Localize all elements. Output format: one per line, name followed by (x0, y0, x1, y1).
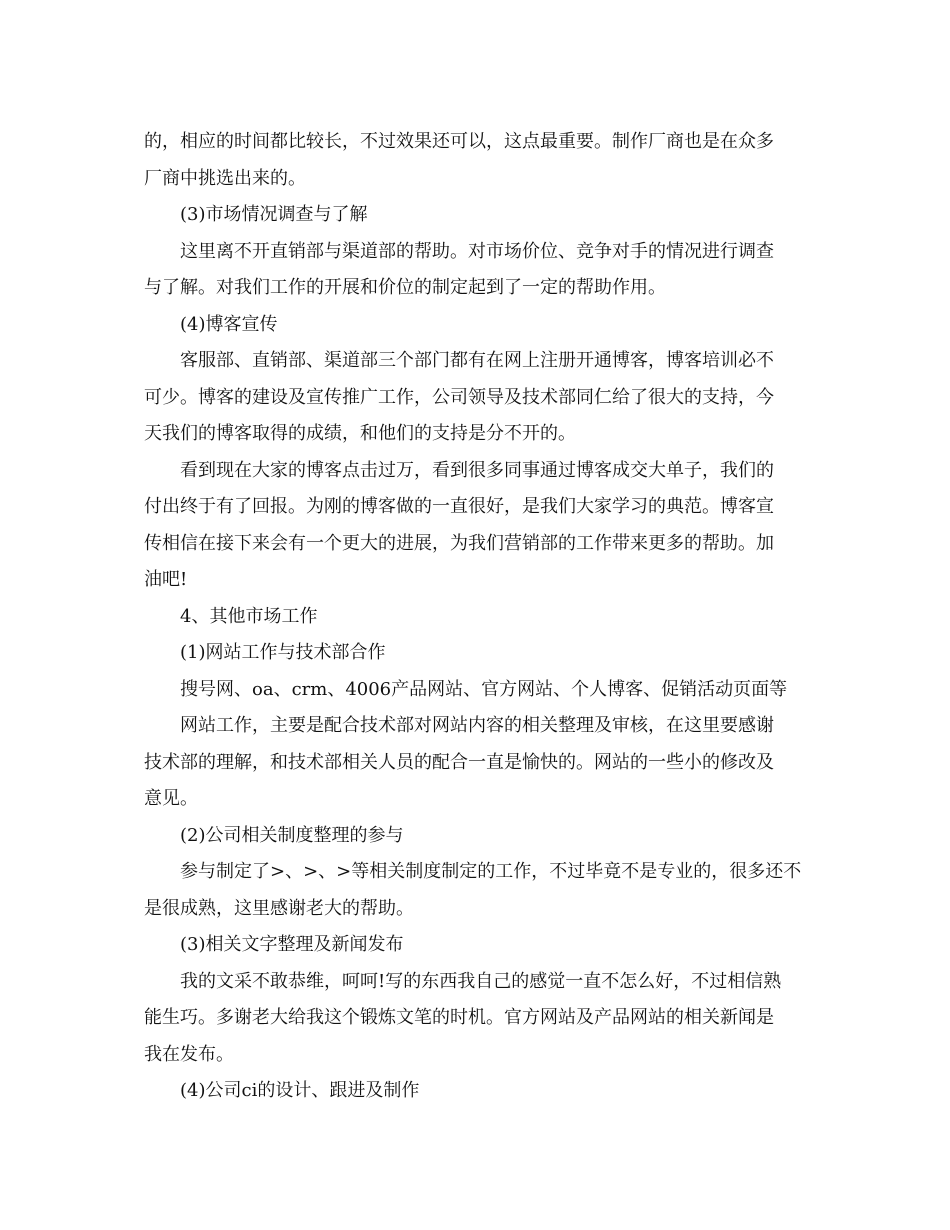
text-line: 与了解。对我们工作的开展和价位的制定起到了一定的帮助作用。 (144, 277, 666, 298)
text-line: 是很成熟，这里感谢老大的帮助。 (144, 897, 414, 919)
section-heading: (1)网站工作与技术部合作 (180, 642, 386, 663)
text-line: 可少。博客的建设及宣传推广工作，公司领导及技术部同仁给了很大的支持，今 (144, 386, 774, 408)
text-line: 油吧! (144, 569, 188, 590)
section-heading: (3)市场情况调查与了解 (180, 204, 368, 225)
text-line: 客服部、直销部、渠道部三个部门都有在网上注册开通博客，博客培训必不 (180, 350, 774, 371)
text-line: 技术部的理解，和技术部相关人员的配合一直是愉快的。网站的一些小的修改及 (144, 751, 774, 773)
text-line: 我在发布。 (144, 1043, 234, 1065)
section-heading: (4)公司ci的设计、跟进及制作 (180, 1080, 420, 1101)
text-line: 我的文采不敢恭维，呵呵!写的东西我自己的感觉一直不怎么好，不过相信熟 (180, 970, 782, 992)
text-line: 搜号网、oa、crm、4006产品网站、官方网站、个人博客、促销活动页面等 (180, 678, 788, 700)
text-line: 付出终于有了回报。为刚的博客做的一直很好，是我们大家学习的典范。博客宣 (144, 496, 774, 517)
section-heading: (4)博客宣传 (180, 313, 278, 335)
text-line: 意见。 (144, 788, 198, 809)
section-heading: (3)相关文字整理及新闻发布 (180, 934, 404, 955)
section-heading: (2)公司相关制度整理的参与 (180, 824, 404, 846)
text-line: 网站工作，主要是配合技术部对网站内容的相关整理及审核，在这里要感谢 (180, 715, 774, 736)
text-line: 传相信在接下来会有一个更大的进展，为我们营销部的工作带来更多的帮助。加 (144, 532, 774, 554)
text-line: 天我们的博客取得的成绩，和他们的支持是分不开的。 (144, 423, 576, 444)
text-line: 的，相应的时间都比较长，不过效果还可以，这点最重要。制作厂商也是在众多 (144, 131, 774, 152)
text-line: 看到现在大家的博客点击过万，看到很多同事通过博客成交大单子，我们的 (180, 459, 774, 481)
section-heading: 4、其他市场工作 (180, 605, 318, 627)
text-line: 这里离不开直销部与渠道部的帮助。对市场价位、竞争对手的情况进行调查 (180, 240, 774, 262)
text-line: 参与制定了>、>、>等相关制度制定的工作，不过毕竟不是专业的，很多还不 (180, 861, 802, 882)
text-line: 能生巧。多谢老大给我这个锻炼文笔的时机。官方网站及产品网站的相关新闻是 (144, 1007, 774, 1028)
document-body (144, 124, 814, 1110)
text-line: 厂商中挑选出来的。 (144, 167, 306, 189)
